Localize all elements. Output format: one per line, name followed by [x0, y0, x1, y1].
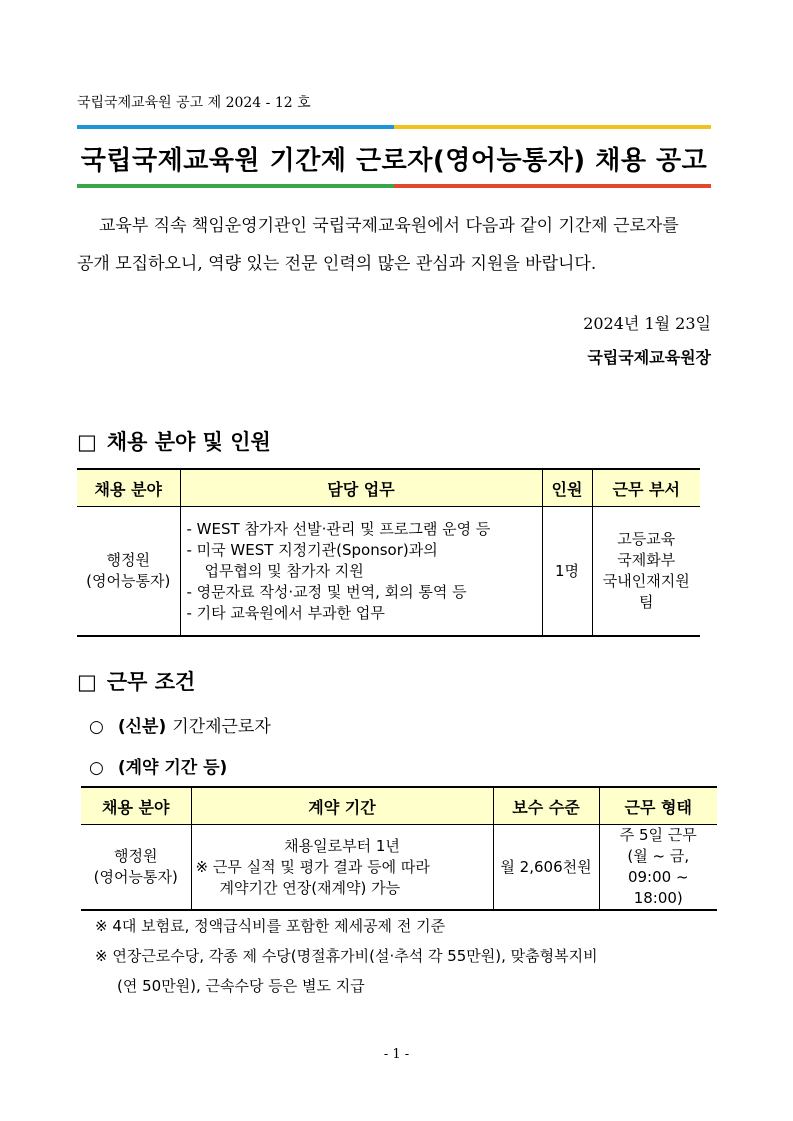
title-top-divider	[77, 125, 711, 129]
checkbox-square-icon: □	[77, 670, 97, 694]
col-header: 근무 형태	[599, 787, 717, 825]
section-title: 근무 조건	[106, 670, 196, 694]
circle-bullet-icon: ○	[89, 717, 104, 737]
item-value: 기간제근로자	[172, 717, 271, 737]
notice-date: 2024년 1월 23일	[583, 314, 711, 333]
table-row	[81, 825, 717, 911]
field-cell: 행정원 (영어능통자)	[81, 825, 191, 911]
signer: 국립국제교육원장	[587, 348, 711, 367]
document-title: 국립국제교육원 기간제 근로자(영어능통자) 채용 공고	[80, 146, 708, 176]
item-label: (신분)	[117, 717, 167, 737]
duty-item: - WEST 참가자 선발·관리 및 프로그램 운영 등	[186, 519, 491, 538]
intro-line-2: 공개 모집하오니, 역량 있는 전문 인력의 많은 관심과 지원을 바랍니다.	[77, 254, 597, 274]
positions-table	[77, 468, 700, 637]
section-heading-positions	[77, 426, 271, 456]
table-header-row	[77, 469, 700, 507]
col-header: 근무 부서	[592, 469, 700, 507]
table-row	[77, 507, 700, 637]
col-header: 계약 기간	[191, 787, 493, 825]
section-heading-conditions	[77, 666, 195, 696]
contract-table	[81, 786, 717, 911]
duty-item: 업무협의 및 참가자 지원	[204, 561, 364, 580]
duties-cell	[180, 507, 542, 637]
work-type-cell: 주 5일 근무 (월 ~ 금, 09:00 ~ 18:00)	[599, 825, 717, 911]
field-cell: 행정원 (영어능통자)	[77, 507, 180, 637]
duty-item: - 영문자료 작성·교정 및 번역, 회의 통역 등	[186, 582, 467, 601]
duty-item: - 미국 WEST 지정기관(Sponsor)과의	[186, 540, 438, 559]
status-item	[89, 712, 271, 737]
col-header: 담당 업무	[180, 469, 542, 507]
note-tax: ※ 4대 보험료, 정액급식비를 포함한 제세공제 전 기준	[95, 917, 446, 935]
checkbox-square-icon: □	[77, 430, 97, 454]
intro-paragraph	[77, 207, 717, 283]
contract-period-cell: 채용일로부터 1년 ※ 근무 실적 및 평가 결과 등에 따라 계약기간 연장(재계약) 가능	[191, 825, 493, 911]
title-bottom-divider	[77, 184, 711, 188]
page-number: - 1 -	[383, 1047, 410, 1062]
table-header-row	[81, 787, 717, 825]
circle-bullet-icon: ○	[89, 758, 104, 778]
pay-cell: 월 2,606천원	[493, 825, 599, 911]
intro-line-1: 교육부 직속 책임운영기관인 국립국제교육원에서 다음과 같이 기간제 근로자를	[99, 216, 679, 236]
duty-item: - 기타 교육원에서 부과한 업무	[186, 603, 385, 622]
contract-item	[89, 753, 233, 778]
department-cell: 고등교육 국제화부 국내인재지원팀	[592, 507, 700, 637]
col-header: 보수 수준	[493, 787, 599, 825]
col-header: 채용 분야	[77, 469, 180, 507]
section-title: 채용 분야 및 인원	[106, 430, 271, 454]
notice-number: 국립국제교육원 공고 제 2024 - 12 호	[77, 95, 311, 111]
item-label: (계약 기간 등)	[117, 758, 228, 778]
headcount-cell: 1명	[542, 507, 592, 637]
col-header: 채용 분야	[81, 787, 191, 825]
note-allowances: ※ 연장근로수당, 각종 제 수당(명절휴가비(설·추석 각 55만원), 맞춤형복지비 (연 50만원), 근속수당 등은 별도 지급	[95, 947, 598, 995]
col-header: 인원	[542, 469, 592, 507]
